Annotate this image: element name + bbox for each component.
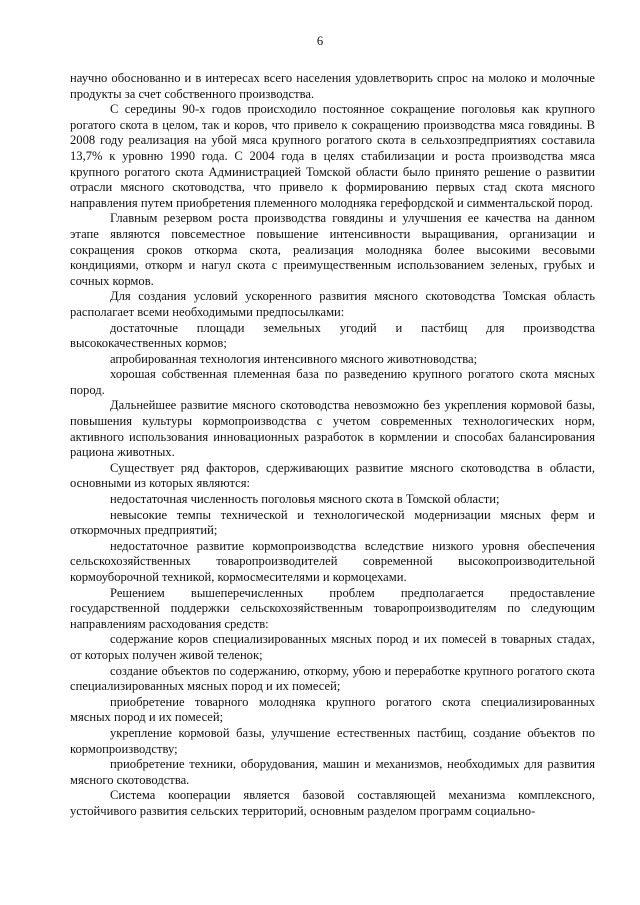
list-item: содержание коров специализированных мясных пород и их помесей в товарных стадах, от которых получен живой теленок; [70,632,595,662]
paragraph-2: С середины 90-х годов происходило постоянное сокращение поголовья как крупного рогатого скота в целом, так и коров, что привело к сокращению производства мяса говядины. В 2008 году реализация на убой мяса крупного рогатого скота в сельхозпредприятиях составила 13,7% к уровню 1990 года. С 2004 года в целях стабилизации и роста производства мяса крупного рогатого скота Администрацией Томской области было принято решение о развитии отрасли мясного скотоводства, что привело к формированию первых стад скота мясного направления путем приобретения племенного молодняка герефордской и симментальской пород. [70,102,595,210]
list-item: создание объектов по содержанию, откорму, убою и переработке крупного рогатого скота специализированных мясных пород и их помесей; [70,663,595,694]
paragraph-4: Для создания условий ускоренного развития мясного скотоводства Томская область располагает всеми необходимыми предпосылками: [70,289,595,319]
paragraph-3: Главным резервом роста производства говядины и улучшения ее качества на данном этапе являются повсеместное повышение интенсивности выращивания, организации и сокращения сроков откорма скота, реализация молодняка более высокими весовыми кондициями, откорм и нагул скота с преимущественным использованием зеленых, грубых и сочных кормов. [70,211,595,288]
list-item: приобретение товарного молодняка крупного рогатого скота специализированных мясных пород и их помесей; [70,694,595,725]
document-body [70,71,595,820]
paragraph-5: Дальнейшее развитие мясного скотоводства невозможно без укрепления кормовой базы, повышения культуры кормопроизводства с учетом современных технологических норм, активного использования инновационных разработок в кормлении и способах балансирования рациона животных. [70,398,595,460]
list-item: хорошая собственная племенная база по разведению крупного рогатого скота мясных пород. [70,367,595,397]
paragraph-1: научно обоснованно и в интересах всего населения удовлетворить спрос на молоко и молочные продукты за счет собственного производства. [70,71,595,101]
list-item: достаточные площади земельных угодий и пастбищ для производства высококачественных кормов; [70,320,595,351]
list-item: укрепление кормовой базы, улучшение естественных пастбищ, создание объектов по кормопроизводству; [70,725,595,756]
page-number: 6 [316,34,324,48]
paragraph-6: Существует ряд факторов, сдерживающих развитие мясного скотоводства в области, основными из которых являются: [70,460,595,491]
paragraph-7: Решением вышеперечисленных проблем предполагается предоставление государственной поддержки сельскохозяйственным товаропроизводителям по следующим направлениям расходования средств: [70,585,595,631]
list-item: недостаточное развитие кормопроизводства вследствие низкого уровня обеспечения сельскохозяйственных товаропроизводителей современной высокопроизводительной кормоуборочной техникой, кормосмесителями и кормоцехами. [70,538,595,584]
list-item: апробированная технология интенсивного мясного животноводства; [110,351,478,366]
paragraph-8: Система кооперации является базовой составляющей механизма комплексного, устойчивого развития сельских территорий, основным разделом программ социально- [70,788,595,818]
list-item: приобретение техники, оборудования, машин и механизмов, необходимых для развития мясного скотоводства. [70,757,595,787]
list-item: недостаточная численность поголовья мясного скота в Томской области; [110,492,500,507]
list-item: невысокие темпы технической и технологической модернизации мясных ферм и откормочных предприятий; [70,507,595,538]
